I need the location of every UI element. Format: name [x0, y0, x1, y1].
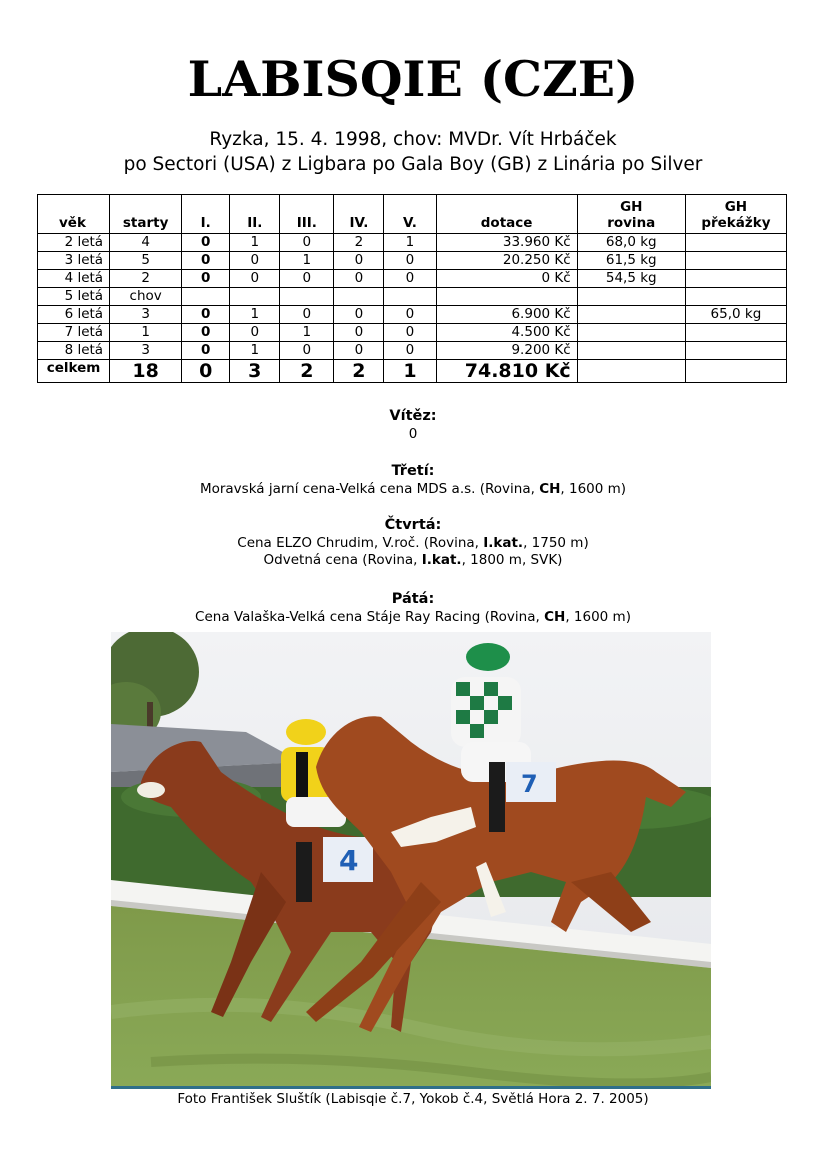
- cell-fifth: 0: [384, 252, 436, 270]
- column-header-second: II.: [230, 195, 280, 234]
- table-header-row: [38, 195, 787, 234]
- cell-starts: 2: [110, 270, 182, 288]
- race-category: I.kat.: [421, 552, 462, 568]
- third-place-race: [0, 481, 826, 498]
- cell-second: [230, 288, 280, 306]
- race-statistics-table: [37, 194, 787, 383]
- cell-age: 7 letá: [38, 324, 110, 342]
- race-text: Moravská jarní cena-Velká cena MDS a.s. (Rovina,: [199, 481, 540, 497]
- cell-starts: 1: [110, 324, 182, 342]
- table-row: [38, 270, 787, 288]
- total-cell-gh-flat: [577, 360, 685, 383]
- cell-gh-flat: 61,5 kg: [577, 252, 685, 270]
- cell-age: 3 letá: [38, 252, 110, 270]
- table-total-row: [38, 360, 787, 383]
- cell-second: 0: [230, 270, 280, 288]
- gh-flat-line1: GH: [620, 199, 643, 215]
- cell-fourth: 2: [334, 234, 384, 252]
- cell-earnings: 9.200 Kč: [436, 342, 577, 360]
- column-header-first: I.: [182, 195, 230, 234]
- photo-caption: Foto František Sluštík (Labisqie č.7, Yokob č.4, Světlá Hora 2. 7. 2005): [177, 1091, 649, 1107]
- cell-first: 0: [182, 306, 230, 324]
- cell-second: 1: [230, 234, 280, 252]
- cell-age: 5 letá: [38, 288, 110, 306]
- cell-gh-flat: [577, 288, 685, 306]
- cell-starts: 3: [110, 306, 182, 324]
- race-text: , 1600 m): [560, 481, 627, 497]
- saddle-number-front: 4: [339, 844, 359, 877]
- winner-section: [0, 407, 826, 443]
- cell-first: 0: [182, 252, 230, 270]
- cell-second: 0: [230, 252, 280, 270]
- cell-starts: 4: [110, 234, 182, 252]
- cell-fourth: 0: [334, 306, 384, 324]
- table-row: [38, 234, 787, 252]
- race-text: , 1800 m, SVK): [461, 552, 563, 568]
- cell-gh-jump: [685, 234, 786, 252]
- cell-earnings: 4.500 Kč: [436, 324, 577, 342]
- cell-gh-flat: 68,0 kg: [577, 234, 685, 252]
- cell-fourth: [334, 288, 384, 306]
- cell-gh-jump: [685, 288, 786, 306]
- cell-fourth: 0: [334, 270, 384, 288]
- total-cell-fourth: 2: [334, 360, 384, 383]
- cell-fifth: 0: [384, 270, 436, 288]
- total-label: celkem: [38, 360, 110, 383]
- cell-second: 1: [230, 342, 280, 360]
- cell-gh-jump: 65,0 kg: [685, 306, 786, 324]
- total-cell-starts: 18: [110, 360, 182, 383]
- cell-earnings: 33.960 Kč: [436, 234, 577, 252]
- cell-fifth: 0: [384, 342, 436, 360]
- gh-flat-line2: rovina: [607, 215, 656, 231]
- column-header-gh-flat: [577, 195, 685, 234]
- cell-gh-flat: [577, 324, 685, 342]
- cell-gh-jump: [685, 342, 786, 360]
- cell-third: 0: [280, 234, 334, 252]
- cell-fifth: [384, 288, 436, 306]
- cell-first: 0: [182, 342, 230, 360]
- fourth-place-heading: Čtvrtá:: [384, 517, 442, 533]
- cell-first: [182, 288, 230, 306]
- cell-second: 1: [230, 306, 280, 324]
- race-text: , 1750 m): [523, 535, 589, 551]
- cell-age: 8 letá: [38, 342, 110, 360]
- cell-age: 6 letá: [38, 306, 110, 324]
- cell-third: 0: [280, 270, 334, 288]
- race-text: Cena ELZO Chrudim, V.roč. (Rovina,: [237, 535, 484, 551]
- column-header-starts: starty: [110, 195, 182, 234]
- fourth-place-race: [0, 535, 826, 552]
- cell-starts: 5: [110, 252, 182, 270]
- cell-fourth: 0: [334, 252, 384, 270]
- third-place-section: [0, 462, 826, 498]
- cell-third: 1: [280, 324, 334, 342]
- cell-gh-jump: [685, 270, 786, 288]
- cell-gh-flat: 54,5 kg: [577, 270, 685, 288]
- total-cell-second: 3: [230, 360, 280, 383]
- total-cell-first: 0: [182, 360, 230, 383]
- table-row: [38, 324, 787, 342]
- cell-third: [280, 288, 334, 306]
- race-category: I.kat.: [483, 535, 524, 551]
- cell-fifth: 0: [384, 306, 436, 324]
- cell-fifth: 0: [384, 324, 436, 342]
- horse-details: Ryzka, 15. 4. 1998, chov: MVDr. Vít Hrbáček: [209, 129, 617, 150]
- cell-third: 1: [280, 252, 334, 270]
- cell-earnings: [436, 288, 577, 306]
- cell-starts: 3: [110, 342, 182, 360]
- fourth-place-race: [0, 552, 826, 569]
- column-header-earnings: dotace: [436, 195, 577, 234]
- column-header-gh-jump: [685, 195, 786, 234]
- cell-earnings: 0 Kč: [436, 270, 577, 288]
- column-header-fifth: V.: [384, 195, 436, 234]
- race-text: , 1600 m): [565, 609, 631, 625]
- race-category: CH: [544, 609, 566, 625]
- column-header-fourth: IV.: [334, 195, 384, 234]
- cell-fifth: 1: [384, 234, 436, 252]
- gh-jump-line2: překážky: [701, 215, 771, 231]
- race-text: Odvetná cena (Rovina,: [263, 552, 422, 568]
- cell-first: 0: [182, 324, 230, 342]
- total-cell-third: 2: [280, 360, 334, 383]
- cell-age: 2 letá: [38, 234, 110, 252]
- winner-heading: Vítěz:: [389, 408, 437, 424]
- cell-second: 0: [230, 324, 280, 342]
- saddle-number-rear: 7: [521, 770, 538, 798]
- total-cell-gh-jump: [685, 360, 786, 383]
- total-cell-fifth: 1: [384, 360, 436, 383]
- cell-age: 4 letá: [38, 270, 110, 288]
- table-row: [38, 306, 787, 324]
- cell-third: 0: [280, 306, 334, 324]
- fifth-place-section: [0, 590, 826, 626]
- cell-gh-jump: [685, 324, 786, 342]
- winner-value: 0: [408, 426, 418, 442]
- gh-jump-line1: GH: [724, 199, 748, 215]
- fifth-place-race: [0, 609, 826, 626]
- column-header-age: věk: [38, 195, 110, 234]
- cell-third: 0: [280, 342, 334, 360]
- horse-pedigree: po Sectori (USA) z Ligbara po Gala Boy (GB) z Linária po Silver: [123, 154, 703, 175]
- page-title: LABISQIE (CZE): [187, 50, 639, 108]
- fourth-place-section: [0, 516, 826, 569]
- table-row: [38, 288, 787, 306]
- cell-gh-flat: [577, 306, 685, 324]
- race-category: CH: [539, 481, 561, 497]
- table-row: [38, 342, 787, 360]
- race-photo: [111, 632, 711, 1089]
- cell-earnings: 6.900 Kč: [436, 306, 577, 324]
- total-cell-earnings: 74.810 Kč: [436, 360, 577, 383]
- cell-gh-flat: [577, 342, 685, 360]
- cell-gh-jump: [685, 252, 786, 270]
- cell-fourth: 0: [334, 324, 384, 342]
- table-row: [38, 252, 787, 270]
- fifth-place-heading: Pátá:: [391, 591, 435, 607]
- cell-starts: chov: [110, 288, 182, 306]
- race-text: Cena Valaška-Velká cena Stáje Ray Racing (Rovina,: [195, 609, 545, 625]
- cell-first: 0: [182, 270, 230, 288]
- cell-fourth: 0: [334, 342, 384, 360]
- cell-first: 0: [182, 234, 230, 252]
- cell-earnings: 20.250 Kč: [436, 252, 577, 270]
- column-header-third: III.: [280, 195, 334, 234]
- third-place-heading: Třetí:: [391, 463, 435, 479]
